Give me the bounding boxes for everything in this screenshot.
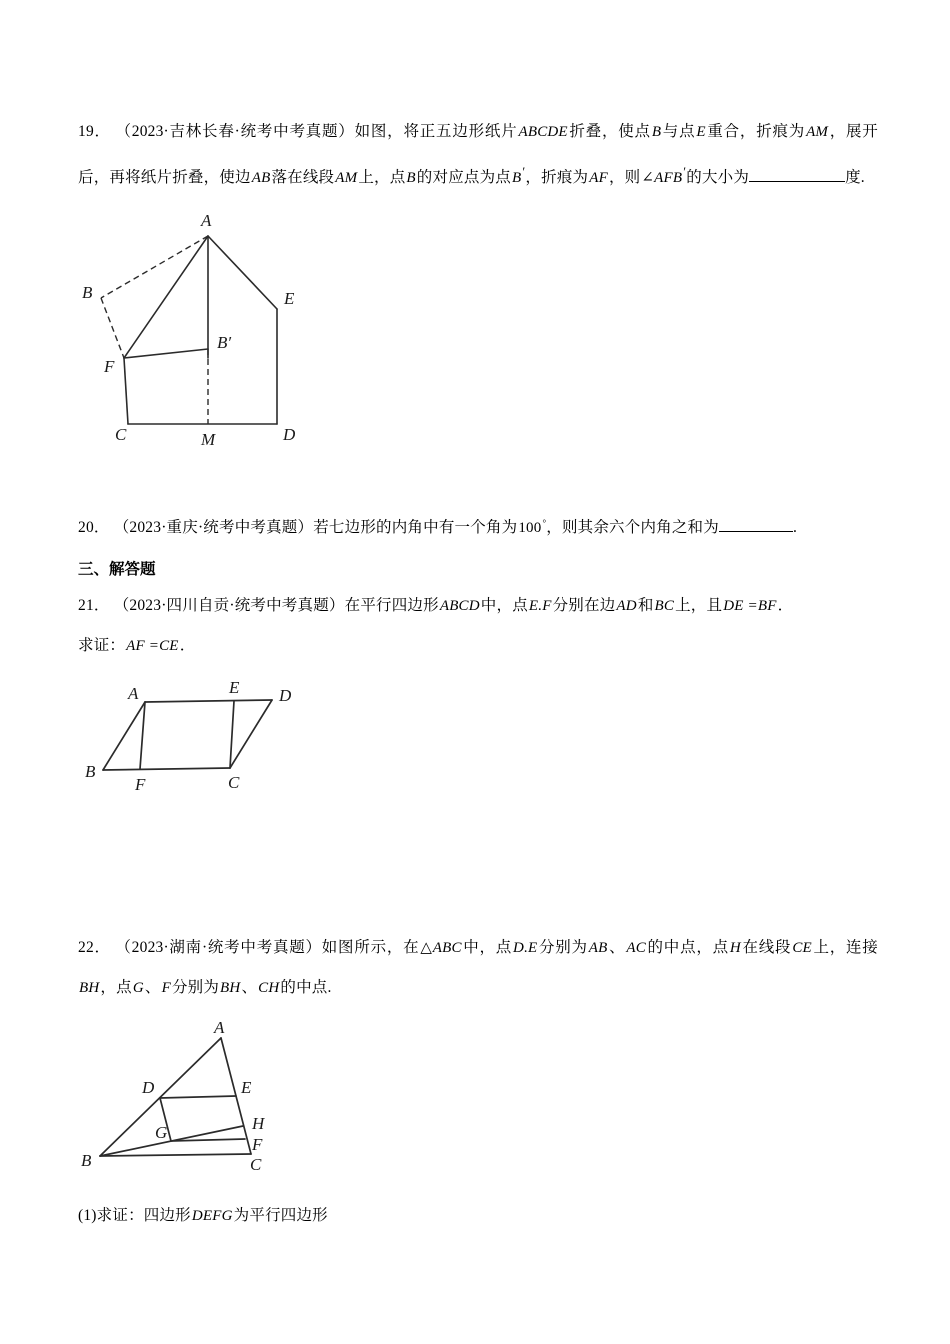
- parallelogram-svg: [78, 680, 378, 800]
- question-19-point-b: B: [651, 124, 662, 140]
- question-19-text-11: 的大小为: [686, 169, 750, 187]
- parallelogram-segment-CE: [230, 701, 234, 768]
- question-20-source: （2023·重庆·统考中考真题）: [113, 519, 314, 537]
- question-19-polygon-label: ABCDE: [518, 124, 568, 140]
- spacer: [78, 448, 878, 504]
- question-22-sub1-text-2: 为平行四边形: [233, 1207, 328, 1225]
- parallelogram-edge-AD-top: [145, 700, 272, 702]
- triangle-label-A: A: [214, 1018, 225, 1038]
- triangle-label-C: C: [250, 1155, 262, 1175]
- question-22-source: （2023·湖南·统考中考真题）: [115, 939, 322, 957]
- parallelogram-label-F: F: [135, 775, 146, 795]
- question-22-point-f: F: [161, 980, 171, 997]
- question-21-number: 21．: [78, 597, 110, 615]
- question-22-text-6: 上，连接: [812, 939, 878, 957]
- question-22-sub1-quad-defg: DEFG: [191, 1208, 233, 1225]
- question-19-angle-prime: ′: [683, 164, 687, 179]
- question-19-point-b2: B: [406, 170, 416, 187]
- spacer: [78, 800, 878, 928]
- question-20-angle-value: 100: [518, 520, 542, 537]
- question-19-point-e: E: [696, 124, 706, 140]
- question-19: [78, 112, 878, 198]
- question-19-text-8: 的对应点为点: [416, 169, 511, 187]
- question-22-segment-ab: AB: [588, 940, 608, 957]
- parallelogram-label-A: A: [128, 684, 139, 704]
- question-22-text-7: ，点: [100, 979, 132, 997]
- question-22-segment-ac: AC: [626, 940, 646, 957]
- question-22-dun-3: 、: [241, 979, 258, 997]
- question-19-answer-blank[interactable]: [749, 181, 845, 182]
- triangle-label-D: D: [142, 1078, 155, 1098]
- pentagon-edge-FA: [124, 236, 208, 358]
- question-20-number: 20．: [78, 519, 110, 537]
- pentagon-dashed-BF: [101, 298, 124, 358]
- question-19-prime-mark: ′: [522, 164, 526, 179]
- pentagon-dashed-AB: [101, 236, 208, 298]
- triangle-label-G: G: [155, 1123, 168, 1143]
- question-19-point-b-prime: B: [512, 170, 522, 187]
- question-19-text-7: 上，点: [358, 169, 406, 187]
- question-22-text-9: 的中点.: [280, 979, 332, 997]
- question-21: [78, 586, 878, 626]
- pentagon-label-M: M: [201, 430, 216, 450]
- question-22-dun-1: 、: [608, 939, 626, 957]
- question-22-dun-2: 、: [144, 979, 161, 997]
- question-19-text-4: 重合，折痕为: [706, 123, 806, 140]
- question-19-fold-am: AM: [806, 124, 829, 140]
- question-22-sub1-text-1: (1)求证：四边形: [78, 1207, 191, 1225]
- question-22-point-g: G: [132, 980, 144, 997]
- question-21-side-bc: BC: [654, 598, 675, 615]
- question-22-triangle-abc: △ABC: [420, 940, 462, 957]
- question-21-text-3: 分别在边: [552, 597, 616, 615]
- pentagon-label-B-prime: B′: [217, 333, 232, 353]
- question-21-text-6: ．: [777, 597, 794, 615]
- question-22-text-5: 在线段: [741, 939, 792, 957]
- page-content: [78, 112, 878, 1236]
- pentagon-label-A: A: [201, 211, 212, 231]
- pentagon-edge-CF: [124, 358, 128, 424]
- triangle-figure: [78, 1018, 878, 1182]
- question-19-text-9: ，折痕为: [525, 169, 589, 187]
- question-21-quad-abcd: ABCD: [439, 598, 480, 615]
- question-22: [78, 928, 878, 1008]
- question-20-text-1: 若七边形的内角中有一个角为: [313, 519, 518, 537]
- spacer: [78, 198, 878, 212]
- pentagon-label-D: D: [283, 425, 296, 445]
- question-22-number: 22．: [78, 939, 111, 957]
- question-22-text-8: 分别为: [171, 979, 220, 997]
- triangle-label-E: E: [241, 1078, 252, 1098]
- parallelogram-figure: [78, 680, 878, 800]
- triangle-svg: [78, 1018, 378, 1182]
- parallelogram-edge-BA: [103, 702, 145, 770]
- question-19-number: 19．: [78, 123, 111, 140]
- question-22-text-3: 分别为: [538, 939, 588, 957]
- question-19-text-5: ，展开后，再将纸片折叠，使边: [78, 123, 878, 187]
- triangle-segment-DE: [160, 1096, 236, 1098]
- question-19-segment-am: AM: [335, 170, 358, 187]
- question-22-point-h: H: [729, 940, 741, 957]
- spacer: [78, 1008, 878, 1022]
- question-21-points-ef: E.F: [528, 598, 552, 615]
- triangle-label-F: F: [252, 1135, 263, 1155]
- parallelogram-edge-DC: [230, 700, 272, 768]
- question-19-angle-afb: ∠AFB: [641, 170, 683, 187]
- question-21-condition: DE =BF: [723, 598, 777, 615]
- question-19-fold-af: AF: [589, 170, 608, 187]
- question-21-prove-label: 求证：: [78, 637, 126, 655]
- question-20-answer-blank[interactable]: [719, 531, 793, 532]
- parallelogram-label-C: C: [228, 773, 240, 793]
- question-21-text-5: 上，且: [675, 597, 723, 615]
- question-20-tail: .: [792, 519, 798, 537]
- parallelogram-label-E: E: [229, 678, 240, 698]
- question-19-text-6: 落在线段: [271, 169, 335, 187]
- question-22-sub-1: [78, 1196, 878, 1236]
- question-21-side-ad: AD: [616, 598, 637, 615]
- parallelogram-segment-AF: [140, 702, 145, 769]
- question-19-source: （2023·吉林长春·统考中考真题）: [115, 123, 355, 140]
- pentagon-svg: [78, 212, 408, 448]
- question-21-text-4: 和: [637, 597, 654, 615]
- question-22-segment-ce: CE: [792, 940, 812, 957]
- question-21-text-2: 中，点: [480, 597, 528, 615]
- question-21-source: （2023·四川自贡·统考中考真题）: [113, 597, 345, 615]
- question-19-text-1: 如图，将正五边形纸片: [354, 123, 518, 140]
- question-21-prove-end: ．: [179, 637, 196, 655]
- pentagon-label-B: B: [82, 283, 93, 303]
- parallelogram-label-D: D: [279, 686, 292, 706]
- spacer: [78, 1182, 878, 1196]
- triangle-label-B: B: [81, 1151, 92, 1171]
- question-21-prove-statement: AF =CE: [126, 638, 179, 655]
- question-22-segment-ch: CH: [258, 980, 280, 997]
- question-19-text-3: 与点: [662, 123, 696, 140]
- triangle-segment-BH: [100, 1126, 243, 1156]
- pentagon-figure: [78, 212, 878, 448]
- pentagon-edge-AE: [208, 236, 277, 309]
- triangle-label-H: H: [252, 1114, 265, 1134]
- parallelogram-edge-CB: [103, 768, 230, 770]
- pentagon-label-C: C: [115, 425, 127, 445]
- pentagon-label-E: E: [284, 289, 295, 309]
- question-19-unit: 度.: [845, 169, 865, 187]
- question-20-degree-symbol: °: [542, 518, 547, 529]
- pentagon-segment-FBprime: [124, 349, 208, 358]
- question-19-text-10: ，则: [608, 169, 641, 187]
- question-19-edge-ab: AB: [251, 170, 271, 187]
- pentagon-label-F: F: [104, 357, 115, 377]
- question-22-segment-bh: BH: [79, 980, 100, 997]
- triangle-edge-BC: [100, 1154, 251, 1156]
- parallelogram-label-B: B: [85, 762, 96, 782]
- question-20: [78, 504, 878, 548]
- question-21-prove-line: [78, 626, 878, 666]
- question-22-text-1: 如图所示，在: [321, 939, 420, 957]
- question-22-text-4: 的中点，点: [646, 939, 729, 957]
- question-20-text-2: ，则其余六个内角之和为: [546, 519, 719, 537]
- question-21-text-1: 在平行四边形: [344, 597, 439, 615]
- question-22-text-2: 中，点: [462, 939, 513, 957]
- question-19-text-2: 折叠，使点: [568, 123, 651, 140]
- spacer: [78, 666, 878, 680]
- question-22-segment-bh2: BH: [220, 980, 241, 997]
- section-heading-jieda: 三、解答题: [78, 561, 156, 579]
- question-22-points-de: D.E: [513, 940, 538, 957]
